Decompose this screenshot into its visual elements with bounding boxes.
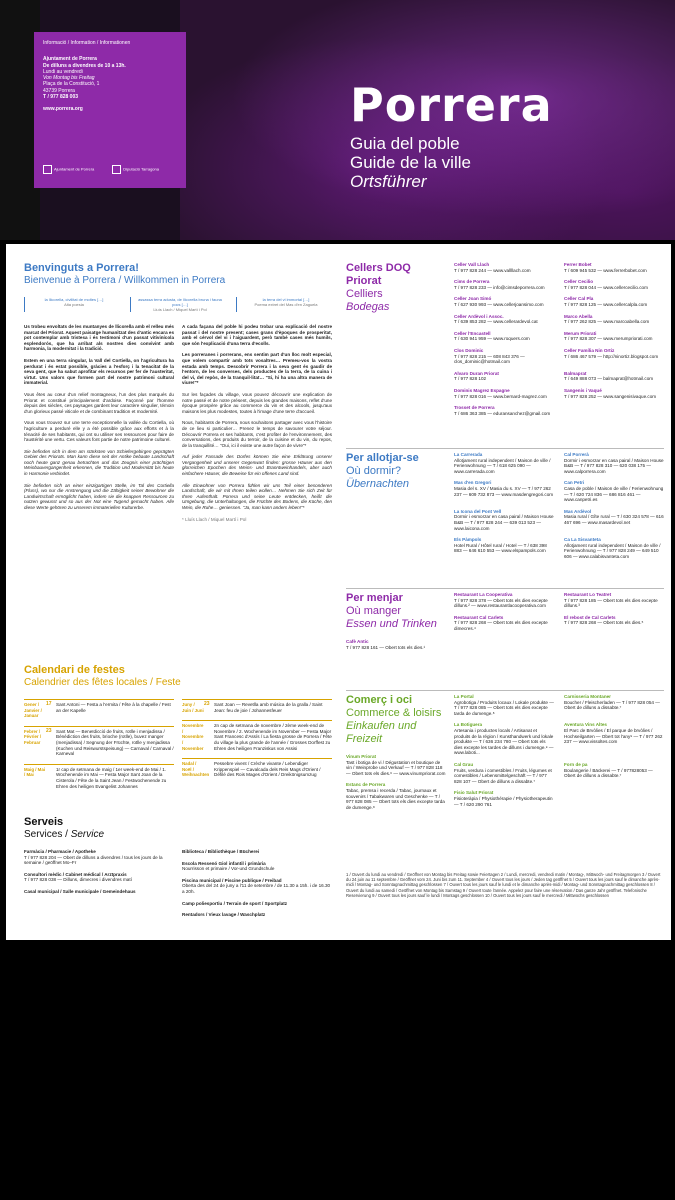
quote: assassa terra adusta, de llicorella bruna i fauna pocs […] Lluís Llach / Miquel Martí i Pol	[130, 297, 226, 312]
cover	[0, 0, 675, 240]
cal-day: 23	[46, 727, 52, 734]
service-item: Consultori mèdic / Cabinet médical / Arztpraxis T / 977 828 038 — Dilluns, dimecres i divendres matí	[24, 871, 132, 883]
service-item: Escola Ressenó Giol infantil i primària Nourrisson et primaire / Vor-und Grundschule	[182, 860, 275, 872]
listing-name: Celler Vall Llach	[454, 262, 490, 267]
calendar-col-left	[24, 699, 174, 796]
title-block	[350, 80, 553, 191]
services-title: Serveis	[24, 816, 64, 828]
listing-entry	[564, 592, 664, 609]
listing-info: T / 977 828 307 — www.merumpriorati.com	[564, 336, 653, 342]
subtitle-ca: Guia del poble	[350, 134, 460, 153]
listing-info: Allotjament rural independent / Maison de ville / Ferienwohnung — T / 618 625 090 — www.carrerada.com	[454, 457, 551, 474]
listing-entry	[454, 296, 554, 307]
calendar-row	[182, 758, 332, 778]
listing-name: Cims de Porrera	[454, 279, 490, 285]
lodging-header	[346, 452, 446, 491]
welcome-section	[24, 262, 332, 528]
listing-name: Celler Joan Simó	[454, 296, 492, 302]
listing-entry	[454, 452, 554, 474]
listing-info: El Parc de Brvòlies / El parque de brvòlies / Hochseilgarten — Obert tot l'any⁹ — T / 977 262 237 — www.vissoltes.com	[564, 727, 663, 745]
listing-entry	[454, 694, 554, 716]
paragraph: Estem en una terra singular, la Vall del Cortiella, on l'agricultura ha perdurat i és estat possible, gràcies a l'esforç i la tenacitat de la seva gent, que ha sabut aprofitar els recursos per fer de l'austeritat, virtut. Uns valors que formen part del nostre patrimoni cultural immaterial.	[24, 357, 174, 386]
calendar-subtitle: Calendrier des fêtes locales / Feste	[24, 677, 181, 688]
listing-entry	[564, 348, 664, 365]
listing-info: T / 649 888 073 — balmaprat@hotmail.com	[564, 376, 654, 382]
lodging-sub-de: Übernachten	[346, 478, 409, 490]
listing-entry	[564, 314, 664, 325]
food-sub-fr: Où manger	[346, 605, 402, 617]
footnote-author: * Lluís Llach / Miquel Martí i Pol	[182, 516, 247, 522]
listing-info: Artesania i productes locals / Artisanat et produits de la région / Kunsthandwerk und lokale produkte — T / 636 234 780 — Obert tots els dies excepte les tardes de dilluns i dumenge.⁹ — www.laboti...	[454, 727, 554, 756]
food-sub-de: Essen und Trinken	[346, 618, 437, 630]
listing-entry	[454, 509, 554, 531]
listing-name: Marco Abella	[564, 313, 593, 319]
paragraph: Sur les façades du village, vous pouvez découvrir une explication de notre passé et de notre présent, depuis les grandes maisons, reflet d'une époque prospère grâce au commerce du vin et des alcools, jusqu'aux maisons les plus modestes, toutes à l'image d'une terre d'accueil.	[182, 391, 332, 414]
cal-day: 23	[204, 701, 210, 707]
cal-month: Nadal / Noël / Weihnachten	[182, 761, 210, 778]
services-grid	[24, 849, 332, 924]
listing-entry	[564, 388, 664, 399]
services-section	[24, 816, 332, 924]
listing-name: Trosset de Porrera	[454, 405, 495, 411]
welcome-title: Benvinguts a Porrera!	[24, 262, 139, 274]
guide-sheet	[6, 244, 671, 940]
listing-info: Casa de poble / Maison de ville / Ferienwohnung — T / 620 724 836 — 686 816 461 — www.canpetri.es	[564, 485, 664, 503]
paragraph: Us trobeu envoltats de les muntanyes de llicorella amb el relleu més marcat del Priorat. Aquest paisatge humanitzat des d'antic encara es pot contemplar amb tristesa i és testimoni d'un passat vitivinícola esplendorós, que ha arribat als nostres dies convivint amb harmonia, la modernitat i la tradició.	[24, 324, 175, 352]
paragraph: Nous, habitants de Porrera, nous souhaitons partager avec vous l'histoire de ce lieu si particulier… Prenez le temps de savourer votre séjour. Découvrir Porrera et ses habitants, c'est profiter de l'environnement, des conversations, des produits du terroir, de la cuisine et du vin, du repos, de la tranquillité… "Oui, ici il existe une autre façon de vivre"*	[182, 420, 332, 448]
cal-text: 1r cap de setmana de maig / 1er week-end de Mai / 1. Wochenende im Mai — Festa Major Sant Joan de la Cisterola / Fête de la Saint Jean / Festwochenende zu Ehren des heiligen Evangelist Johannes	[56, 766, 167, 789]
listing-name: La Botiguera	[454, 722, 483, 728]
calendar-title: Calendari de festes	[24, 664, 125, 676]
listing-name: Cal Grau	[454, 761, 474, 767]
welcome-col-1	[24, 324, 174, 528]
services-col-left	[24, 849, 174, 924]
listing-name: Merum Priorati	[564, 330, 597, 336]
cal-text: Sant Antoni — Festa a l'ermita / Fête à la chapelle / Fest an der Kapelle	[56, 702, 171, 713]
listing-info: T / 609 945 532 — www.ferrerbobet.com	[564, 267, 647, 273]
cal-month: Novembre / Novembre / November	[182, 723, 204, 751]
service-item: Piscina municipal / Piscine publique / Freibad Oberta des del 24 de juny a l'11 de setembre / de 11.30 a 15h. i de 16.30 a 20h.	[182, 877, 331, 894]
listing-entry	[564, 762, 664, 784]
cal-month: Maig / Mai / Mai	[24, 766, 45, 778]
listing-entry	[564, 452, 664, 474]
paragraph: A cada façana del poble hi podeu trobar una explicació del nostre passat i del nostre present; cases grans d'èpoques de prosperitat, amb el cérvol del vi i l'aiguardent, però també cases més humils, que són l'explicació d'una terra d'ecolls.	[182, 324, 332, 346]
calendar-col-right	[182, 699, 332, 796]
listing-entry	[564, 371, 664, 382]
lodging-list	[454, 452, 664, 566]
diputacio-logo-icon	[112, 165, 121, 174]
listing-name: La Icona del Pont Vell	[454, 508, 502, 514]
info-logos	[43, 165, 159, 174]
shops-sub-fr: Commerce & loisirs	[346, 707, 442, 719]
lodging-sub-fr: Où dormir?	[346, 465, 402, 477]
cellers-sub-de: Bodegas	[346, 301, 390, 313]
listing-name: Ca La Sisvanteta	[564, 537, 601, 543]
listing-info: T / 630 941 959 — www.roquers.com	[454, 336, 530, 342]
service-item: Farmàcia / Pharmacie / Apotheke T / 977 828 204 — Obert de dilluns a divendres / tous les jours de la semaine / geöffnet Mo–Fr	[24, 849, 163, 866]
calendar-row	[24, 726, 174, 757]
listing-info: T / 977 828 268 — Obert tots els dies excepte dimecres.⁴	[454, 620, 548, 631]
listing-entry	[454, 592, 554, 609]
cellers-header	[346, 262, 446, 314]
listing-info: T / 977 828 125 — www.cellercalpla.com	[564, 301, 648, 307]
listing-name: Mas Ardèvol	[564, 508, 592, 514]
listing-entry	[564, 509, 664, 531]
food-cafe-antic: Cafè Antic T / 977 828 161 — Obert tots els dies.¹	[346, 639, 426, 650]
paragraph: Auf jeder Fassade des Dorfes können Sie eine Erklärung unserer Vergangenheit und unserer Gegenwart finden: grosse Häuser aus den glorreichen Epochen des Weins- und Branntweinhandels, aber auch einfachere Häuser, die Beweise für ein offenes Land sind.	[182, 454, 332, 477]
listing-name: Dominis Magrez Espagne	[454, 387, 510, 393]
listing-name: Restaurant Cal Carlets	[454, 614, 504, 620]
diputacio-logo: Diputació Tarragona	[112, 165, 159, 174]
listing-entry	[454, 722, 554, 756]
paragraph: Vous êtes au cœur d'un relief montagneux, l'un des plus marqués du Priorat et constitué principalement d'ardoise. Façonné par l'homme depuis des siècles, ces paysages gardent leur caractère singulier, témoin d'un glorieux passé viticole et de combinant tradition et modernité.	[24, 391, 174, 414]
listing-name: Els Pàmpols	[454, 537, 482, 543]
listing-info: T / 627 930 993 — www.cellerjoansimo.com	[454, 301, 544, 307]
listing-name: Balmaprat	[564, 370, 587, 376]
listing-info: Dormir i esmorzar en casa pairal / Maison House B&B — T / 977 828 310 — 620 038 175 — www.calporrera.com	[564, 457, 664, 474]
welcome-quotes	[24, 297, 332, 312]
lodging-title: Per allotjar-se	[346, 452, 419, 464]
listing-info: T / 686 467 579 — http://ninortiz.blogspot.com	[564, 353, 659, 359]
listing-info: T / 639 853 282 — www.cellerardevol.cat	[454, 319, 538, 325]
paragraph: Vous vous trouvez sur une terre exceptionnelle la vallée du Cortiella, où l'agriculture a perduré elle y a été possible grâce aux efforts et à la ténacité de ses habitants, qui ont su utiliser ses ressources pour faire de l'austérité une vertu. Ces valeurs font partie de notre patrimoine culturel.	[24, 420, 174, 443]
listing-name: Forn de pa	[564, 761, 588, 767]
listing-name: Celler l'Encastell	[454, 330, 491, 336]
listing-name: Fisio Salut Priorat	[454, 790, 494, 796]
welcome-col-2	[182, 324, 332, 528]
subtitle-de: Ortsführer	[350, 172, 427, 191]
listing-info: T / 977 828 044 — www.cellercecilio.com	[564, 284, 648, 290]
listing-info: Boucher / Fleischerladen — T / 977 828 054 — Obert de dilluns a dissabte.⁷	[564, 699, 660, 711]
paragraph: Les porreranes i porrerans, ens sentim part d'un lloc molt especial, que volem compartir amb tots vosaltres… Premeu-vos la vostra estada amb temps. Descobrir Porrera i la seva gent és gaudir de l'entorn, de les converses, dels productes de la terra, de la cuina i del vi, del repòs, de la tranquil·litat… "Si, hi ha una altra manera de viure!"*	[182, 352, 332, 386]
cal-month: Gener / Janvier / Januar	[24, 702, 42, 719]
calendar-grid	[24, 699, 332, 796]
cal-month: Juny / Juin / Juni	[182, 702, 204, 713]
info-hours-de: Von Montag bis Freitag	[43, 75, 95, 82]
calendar-row	[24, 764, 174, 789]
listing-name: Can Petri	[564, 480, 585, 486]
listing-name: Celler Ardèvol i Assoc.	[454, 313, 504, 319]
listing-info: Fruits, verdura i comestibles / Fruits, légumes et comestibles / Lebensmittelgeschäft — T / 977 828 107 — Obert de dilluns a dissabte.⁷	[454, 767, 552, 784]
listing-entry	[454, 615, 554, 632]
cal-text: Pessebre vivent / Crèche vivante / Lebendiger Krippenspiel — Cavalcada dels Reis Mags d'Orient / Défilé des Rois Mages d'Orient / Dreikönigsumzug	[214, 761, 321, 778]
cal-month: Febrer / Février / Februar	[24, 728, 42, 745]
cal-day	[204, 723, 214, 751]
divider	[346, 690, 664, 691]
shops-list	[454, 694, 664, 813]
info-label: Informació / Information / Informationen	[43, 40, 131, 46]
listing-name: Mas d'en Gregori	[454, 480, 492, 486]
brand-title: Porrera	[350, 78, 553, 132]
listing-info: T / 977 828 268 — Obert tots els dies.⁵	[564, 620, 644, 626]
listing-entry	[564, 279, 664, 290]
ajuntament-logo: Ajuntament de Porrera	[43, 165, 94, 174]
paragraph: Sie befinden sich in dem am stärksten von Schiefergebirgen geprägten Gebiet des Priorats. Man kann diese seit der Antike bebaute Landschaft noch heute ganz genau betrachten und das Zeugnis einer prächtigen Weinbauvergangenheit erkennen, die Tradition und Modernität bis heute in Harmonie verbindet.	[24, 448, 174, 477]
listing-name: La Portal	[454, 694, 474, 699]
info-office: Ajuntament de Porrera	[43, 56, 97, 63]
listing-entry	[564, 296, 664, 307]
listing-info: Hotel Rural / Hôtel rural / Hotel — T / 638 398 883 — 646 610 553 — www.elspampols.com	[454, 542, 547, 554]
listing-info: T / 686 363 385 — eduransanchez@gmail.com	[454, 410, 551, 416]
info-hours-ca: De dilluns a divendres de 10 a 13h.	[43, 62, 126, 69]
listing-info: Agrobotiga / Produits locaux / Lokale produkte — T / 977 828 085 — Obert tots els dies excepte tarda de dumenge.⁸	[454, 699, 554, 716]
listing-entry	[564, 480, 664, 502]
services-col-right	[182, 849, 332, 924]
cal-text: 2n cap de setmana de novembre / 2ème week-end de Novembre / 2. Wochenende im November — Festa Major Sant Francesc d'Assís / La fiesta grosse de Porrera / Fête du village la plus grande de l'année / Grosses Dorffest zu Ehren des heiligen Franziskus von Assisi	[214, 723, 332, 751]
listing-name: La Carrerada	[454, 452, 483, 457]
divider	[346, 448, 664, 449]
listing-info: Masia rural / Gîte rural — T / 630 324 578 — 616 467 696 — www.masardevol.net	[564, 514, 664, 525]
cellers-section	[346, 262, 664, 452]
food-title: Per menjar	[346, 592, 403, 604]
info-phone: T / 977 828 003	[43, 94, 79, 101]
listing-name: El rebost de Cal Carlets	[564, 614, 616, 620]
listing-name: Aventura Vins Altes	[564, 722, 607, 728]
divider	[346, 588, 664, 589]
listing-entry	[454, 537, 554, 559]
listing-name: Carnisseria Montaner	[564, 694, 611, 699]
info-web-link[interactable]: www.porrera.org	[43, 106, 83, 113]
listing-entry	[564, 262, 664, 273]
listing-entry	[454, 331, 554, 342]
shops-title: Comerç i oci	[346, 694, 413, 706]
quote: la terra del vi immortal […] Poema extret del Mas d'en Zaguela	[236, 297, 332, 312]
lodging-section	[346, 452, 664, 592]
shops-header	[346, 694, 446, 810]
paragraph: Alle Einwohner von Porrera fühlen wir uns Teil einer besonderen Landschaft, die wir mit Ihnen teilen wollen… Nehmen Sie sich Zeit für Ihren Aufenthalt. Porrera und seine Leute entdecken, heißt die Umgebung, die Unterhaltungen, die Früchte des Bodens, die Küche, den Wein, die Ruhe… geniessen. "Ja, man kann anders leben!"*	[182, 482, 332, 511]
listing-entry	[454, 480, 554, 502]
listing-name: Cal Porrerà	[564, 452, 589, 457]
shops-section	[346, 694, 664, 869]
cellers-list	[454, 262, 664, 422]
listing-info: Masia del s. XV / Masia du s. XV — T / 977 262 237 — 609 732 873 — www.masdengregori.com	[454, 485, 554, 497]
calendar-row	[182, 699, 332, 713]
info-address: Plaça de la Constitució, 1	[43, 81, 100, 88]
services-subtitle: Services / Service	[24, 829, 105, 840]
listing-info: T / 977 828 102	[454, 376, 487, 382]
listing-info: T / 977 828 016 — www.bernard-magrez.com	[454, 393, 547, 399]
cal-day	[46, 767, 56, 789]
food-section	[346, 592, 664, 687]
cal-day: 17	[46, 701, 52, 707]
listing-entry	[564, 722, 664, 756]
service-item: Rentadors / Vieux lavage / Waschplatz	[182, 912, 266, 918]
listing-entry	[454, 405, 554, 416]
listing-name: Celler Cecilio	[564, 279, 594, 285]
listing-info: T / 977 828 185 — Obert tots els dies excepte dilluns.³	[564, 597, 658, 609]
shops-sub-de: Einkaufen und Freizeit	[346, 720, 417, 745]
listing-name: Restaurant La Cooperativa	[454, 592, 513, 597]
calendar-row	[182, 720, 332, 751]
info-hours-fr: Lundi au vendredi	[43, 68, 83, 75]
listing-info: T / 977 828 233 — info@cimsdeporrera.com	[454, 284, 545, 290]
cellers-sub-fr: Celliers	[346, 288, 383, 300]
shops-vinum: Vinum Priorat Tast i botiga de vi / Dégustation et boutique de vin / Weinprobe und Verkauf — T / 977 828 118 — Obert tots els dies.⁶ — www.vinumpriorat.com	[346, 754, 446, 776]
listing-info: Fisioteràpia / Physiothérapie / Physiotherapeutin — T / 620 290 761	[454, 795, 553, 807]
listing-name: Sangenís i Vaqué	[564, 387, 602, 393]
listing-entry	[454, 762, 554, 784]
ajuntament-logo-icon	[43, 165, 52, 174]
cal-text: Sant Joan — Revetlla amb música de la gralla / Saint Jean: feu de joie / Johannesfeuer	[214, 702, 323, 713]
listing-entry	[454, 279, 554, 290]
listing-name: Alvaro Duran Priorat	[454, 370, 499, 376]
cal-text: Sant Mat — Beneïdicció de fruits, rotlle i menjadissa / Bénédiction des fruits, brioche (rotlle), buvez manger (menjadissa) / Segnung der Früchte, rotlle y menjadissa (Kuchen und Reiswurstspeisung) — Carnaval / Carnaval / Karneval	[56, 728, 174, 757]
welcome-text	[24, 324, 332, 528]
listing-entry	[454, 314, 554, 325]
listing-name: Clos Dominic	[454, 347, 484, 353]
listing-entry	[564, 537, 664, 559]
listing-info: T / 977 828 252 — www.sangenisivaque.com	[564, 393, 657, 399]
listing-name: Restaurant Lo Teatret	[564, 592, 612, 597]
info-postcode: 43739 Porrera	[43, 87, 75, 94]
listing-entry	[454, 790, 554, 807]
service-item: Camp poliesportiu / Terrain de sport / Sportplatz	[182, 900, 288, 906]
listing-name: Ferrer Bobet	[564, 262, 592, 267]
listing-entry	[454, 371, 554, 382]
listing-entry	[454, 348, 554, 365]
food-header	[346, 592, 446, 650]
listing-entry	[564, 331, 664, 342]
calendar-row	[24, 699, 174, 719]
shops-estanc: Estanc de Porrera Tabac, premsa i recerda / Tabac, journaux et souvenirs / Tabakwaren und Geschenke — T / 977 828 085 — Obert tots els dies excepte tarda de dumenge.⁸	[346, 782, 445, 810]
quote: la llicorella, civilitat de moltes […] Alta poesia	[24, 297, 120, 312]
calendar-section	[24, 664, 332, 796]
listing-info: T / 977 828 378 — Obert tots els dies excepte dilluns.² — www.restaurantlacooperativa.com	[454, 597, 548, 609]
service-item: Biblioteca / Bibliothèque / Bücherei	[182, 849, 260, 854]
cellers-title: Cellers DOQ Priorat	[346, 262, 411, 287]
listing-info: Dormir i esmorzar en casa pairal / Maison House B&B — T / 977 828 244 — 639 013 523 — www.laicona.com	[454, 514, 554, 531]
listing-name: Celler Família Nin Ortiz	[564, 347, 615, 353]
subtitle-fr: Guide de la ville	[350, 153, 471, 172]
welcome-subtitle: Bienvenue à Porrera / Willkommen in Porrera	[24, 275, 226, 286]
listing-entry	[454, 262, 554, 273]
listing-entry	[564, 694, 664, 716]
listing-info: T / 977 828 215 — 608 843 376 — clos_dominic@hotmail.com	[454, 353, 525, 365]
food-list	[454, 592, 664, 638]
paragraph: Sie befinden sich an einer einzigartigen Stelle, im Tal des Cortiella (Fluss), wo nur die Anstrengung und die Zähigkeit seiner Bewohner die Landwirtschaft ermöglicht haben, indem sie die knappen Ressourcen zu nutzen gewusst und so aus der Not eine Tugend gemacht haben. Alle diese Werte gehören zu unserem immateriellen Kulturerbe.	[24, 482, 174, 511]
info-box	[34, 32, 186, 188]
listing-entry	[454, 388, 554, 399]
listing-info: Boulangerie / Bäckerei — T / 977828053 — Obert de dilluns a dissabte.⁷	[564, 767, 653, 779]
listing-entry	[564, 615, 664, 632]
service-item: Casal municipal / Salle municipale / Gemeindehaus	[24, 888, 136, 894]
cal-day	[204, 761, 214, 778]
footnotes: 1 / Ouvert du lundi au vendredi / Geöffnet von Montag bis Freitag sowie Feiertagen 2 / Lundi, mercredi, vendredi matin / Montag-, Mittwoch- und Freitagmorgen 3 / Ouvert du 24 juin au 11 septembre / Geöffnet vom 24. Juni bis zum 11. September 4 / Ouvert tous les jours / Jeden tag geöffnet 5 / Ouvert tous les jours sauf le dimanche après-midi / Montag- und Sonntagnachmittag geschlossen 7 / Ouvert tous les jours sauf le lundi et le dimanche après-midi / Montag- und Sonntagnachmittag geschlossen 8 / Ouvert du lundi au samedi / Geöffnet von Montag bis Samstag 9 / Ouvert toute l'année. Appelez pour faire une réservation / Das ganze Jahr geöffnet. Telefonische Reservierung 9 / Ouvert tous les jours sauf le lundi / Montags geschlossen 10 / Ouvert tous les jours sauf le mercredi / Mittwochs geschlossen	[346, 872, 661, 898]
listing-info: T / 977 828 244 — www.vallllach.com	[454, 267, 531, 273]
listing-info: Allotjament rural independent / Maison de ville / Ferienwohnung — T / 977 828 249 — 649 510 606 — www.calabisvanteta.com	[564, 542, 661, 559]
listing-name: Celler Cal Pla	[564, 296, 594, 302]
listing-info: T / 977 262 825 — www.marcoabella.com	[564, 319, 650, 325]
